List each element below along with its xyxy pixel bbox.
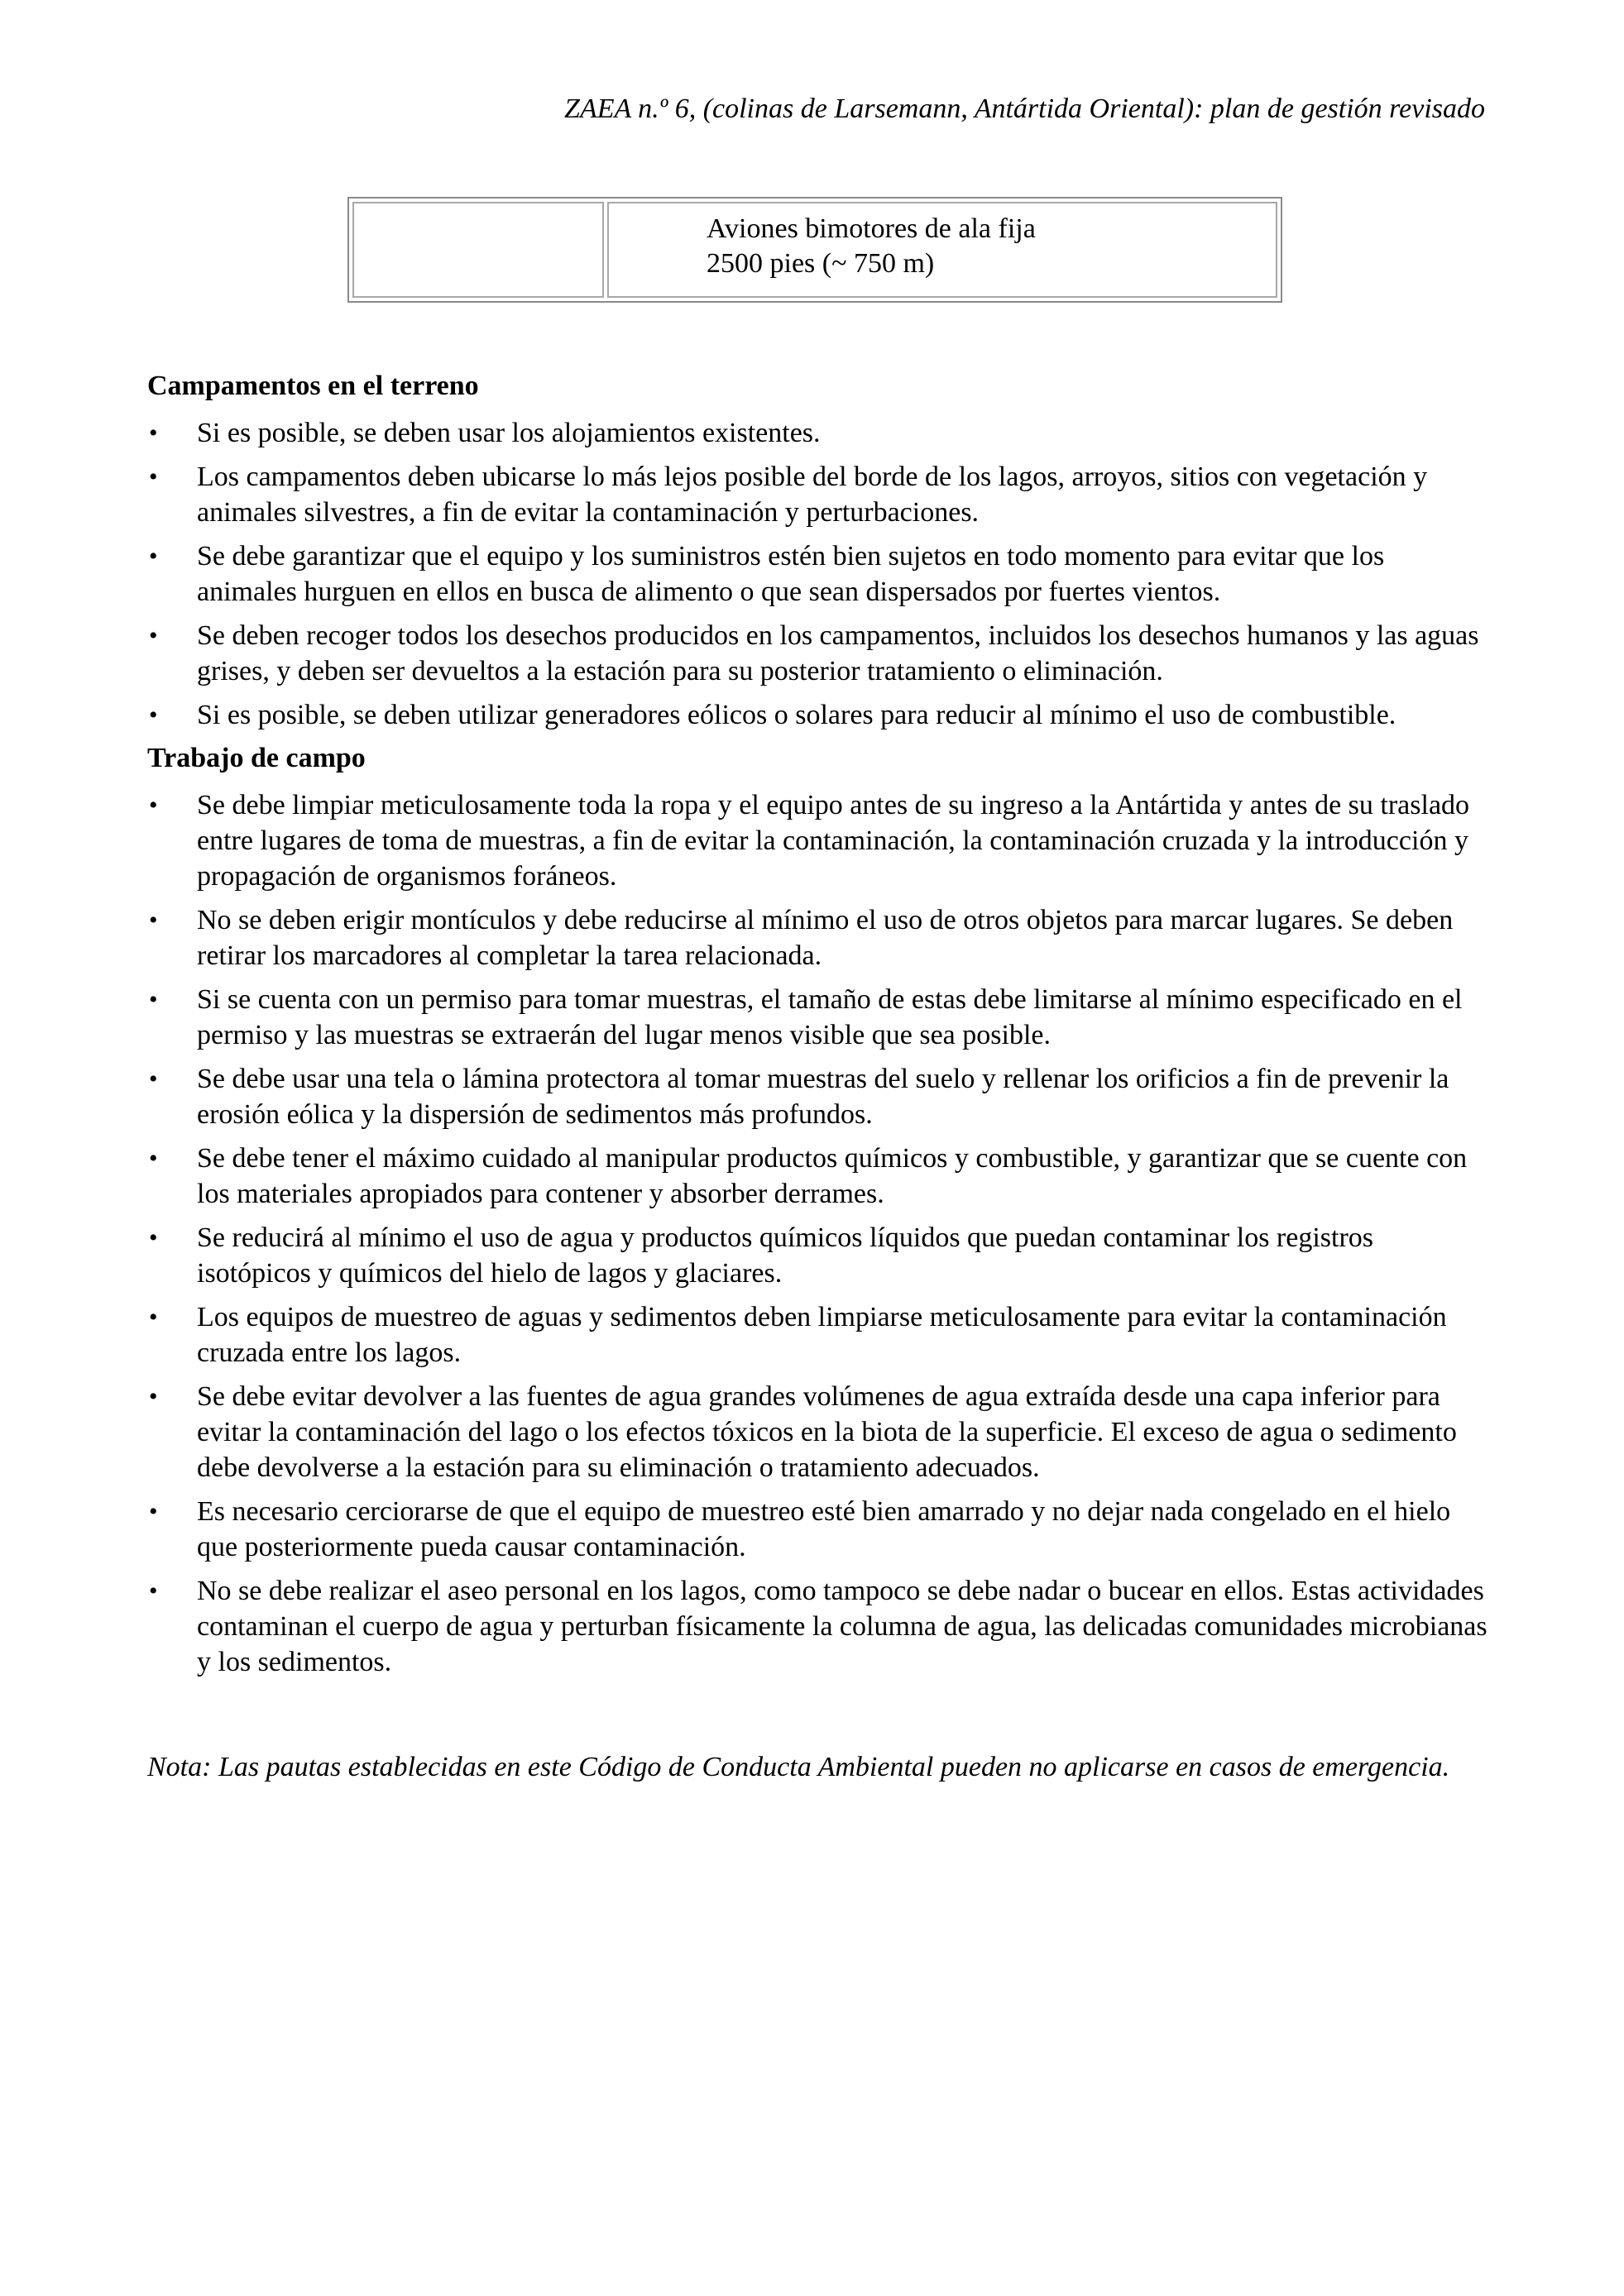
list-item-text: No se debe realizar el aseo personal en los lagos, como tampoco se debe nadar o bucear en ellos. Estas actividades contaminan el cuerpo de agua y perturban físicamente la columna de agua, las delicadas comunidades microbianas y los sedimentos. <box>197 1576 1487 1677</box>
section-heading-trabajo-de-campo: Trabajo de campo <box>147 743 366 773</box>
list-item <box>147 1494 1487 1565</box>
bullet-icon: • <box>149 1383 158 1410</box>
table-row <box>352 202 1277 298</box>
bullet-icon: • <box>149 622 158 649</box>
list-item <box>147 618 1487 689</box>
list-item <box>147 459 1487 530</box>
list-item <box>147 1573 1487 1680</box>
list-item-text: Se debe garantizar que el equipo y los suministros estén bien sujetos en todo momento para evitar que los animales hurguen en ellos en busca de alimento o que sean dispersados por fuertes vientos. <box>197 541 1385 607</box>
list-item-text: Si se cuenta con un permiso para tomar muestras, el tamaño de estas debe limitarse al mínimo especificado en el permiso y las muestras se extraerán del lugar menos visible que sea posible. <box>197 984 1463 1050</box>
list-item <box>147 697 1487 733</box>
list-item-text: Si es posible, se deben usar los alojamientos existentes. <box>197 418 821 448</box>
aircraft-altitude: 2500 pies (~ 750 m) <box>707 248 935 279</box>
list-item-text: Los campamentos deben ubicarse lo más lejos posible del borde de los lagos, arroyos, sitios con vegetación y animales silvestres, a fin de evitar la contaminación y perturbaciones. <box>197 462 1428 528</box>
bullet-icon: • <box>149 1498 158 1525</box>
list-item <box>147 1220 1487 1291</box>
document-body <box>147 369 1487 1785</box>
bullet-icon: • <box>149 419 158 447</box>
list-item <box>147 415 1487 451</box>
table-cell-aircraft <box>607 202 1277 298</box>
list-item-text: Si es posible, se deben utilizar generadores eólicos o solares para reducir al mínimo el uso de combustible. <box>197 700 1396 730</box>
list-item <box>147 1061 1487 1132</box>
list-item <box>147 1299 1487 1370</box>
aircraft-type: Aviones bimotores de ala fija <box>707 213 1036 244</box>
list-item <box>147 982 1487 1053</box>
section-heading-campamentos: Campamentos en el terreno <box>147 371 479 401</box>
bullet-icon: • <box>149 906 158 934</box>
list-item <box>147 1379 1487 1485</box>
emergency-note: Nota: Las pautas establecidas en este Código de Conducta Ambiental pueden no aplicarse en casos de emergencia. <box>147 1752 1450 1782</box>
list-item-text: Los equipos de muestreo de aguas y sedimentos deben limpiarse meticulosamente para evitar la contaminación cruzada entre los lagos. <box>197 1302 1447 1368</box>
bullet-icon: • <box>149 463 158 490</box>
list-item-text: No se deben erigir montículos y debe reducirse al mínimo el uso de otros objetos para marcar lugares. Se deben retirar los marcadores al completar la tarea relacionada. <box>197 905 1454 971</box>
list-item-text: Se debe tener el máximo cuidado al manipular productos químicos y combustible, y garantizar que se cuente con los materiales apropiados para contener y absorber derrames. <box>197 1143 1468 1209</box>
bullet-icon: • <box>149 1145 158 1172</box>
list-item <box>147 538 1487 610</box>
bullet-icon: • <box>149 792 158 819</box>
bullet-icon: • <box>149 543 158 570</box>
list-item-text: Se debe usar una tela o lámina protectora al tomar muestras del suelo y rellenar los orificios a fin de prevenir la erosión eólica y la dispersión de sedimentos más profundos. <box>197 1064 1449 1130</box>
bullet-icon: • <box>149 1303 158 1331</box>
bullet-icon: • <box>149 1224 158 1251</box>
running-header: ZAEA n.º 6, (colinas de Larsemann, Antártida Oriental): plan de gestión revisado <box>564 93 1485 124</box>
bullet-icon: • <box>149 701 158 729</box>
list-item-text: Se reducirá al mínimo el uso de agua y productos químicos líquidos que puedan contaminar los registros isotópicos y químicos del hielo de lagos y glaciares. <box>197 1222 1374 1289</box>
trabajo-de-campo-list <box>147 787 1487 1680</box>
list-item <box>147 787 1487 894</box>
list-item-text: Se debe limpiar meticulosamente toda la ropa y el equipo antes de su ingreso a la Antártida y antes de su traslado entre lugares de toma de muestras, a fin de evitar la contaminación, la contaminación cruzada y la introducción y propagación de organismos foráneos. <box>197 790 1470 892</box>
list-item <box>147 1141 1487 1212</box>
bullet-icon: • <box>149 986 158 1013</box>
table-cell-empty <box>352 202 604 298</box>
bullet-icon: • <box>149 1065 158 1093</box>
campamentos-list <box>147 415 1487 733</box>
list-item-text: Se deben recoger todos los desechos producidos en los campamentos, incluidos los desechos humanos y las aguas grises, y deben ser devueltos a la estación para su posterior tratamiento o eliminación. <box>197 620 1479 686</box>
bullet-icon: • <box>149 1577 158 1605</box>
list-item <box>147 902 1487 973</box>
list-item-text: Es necesario cerciorarse de que el equipo de muestreo esté bien amarrado y no dejar nada congelado en el hielo que posteriormente pueda causar contaminación. <box>197 1496 1451 1562</box>
aircraft-altitude-table <box>347 197 1282 303</box>
list-item-text: Se debe evitar devolver a las fuentes de agua grandes volúmenes de agua extraída desde una capa inferior para evitar la contaminación del lago o los efectos tóxicos en la biota de la superficie. El exceso de agua o sedimento debe devolverse a la estación para su eliminación o tratamiento adecuados. <box>197 1381 1457 1483</box>
